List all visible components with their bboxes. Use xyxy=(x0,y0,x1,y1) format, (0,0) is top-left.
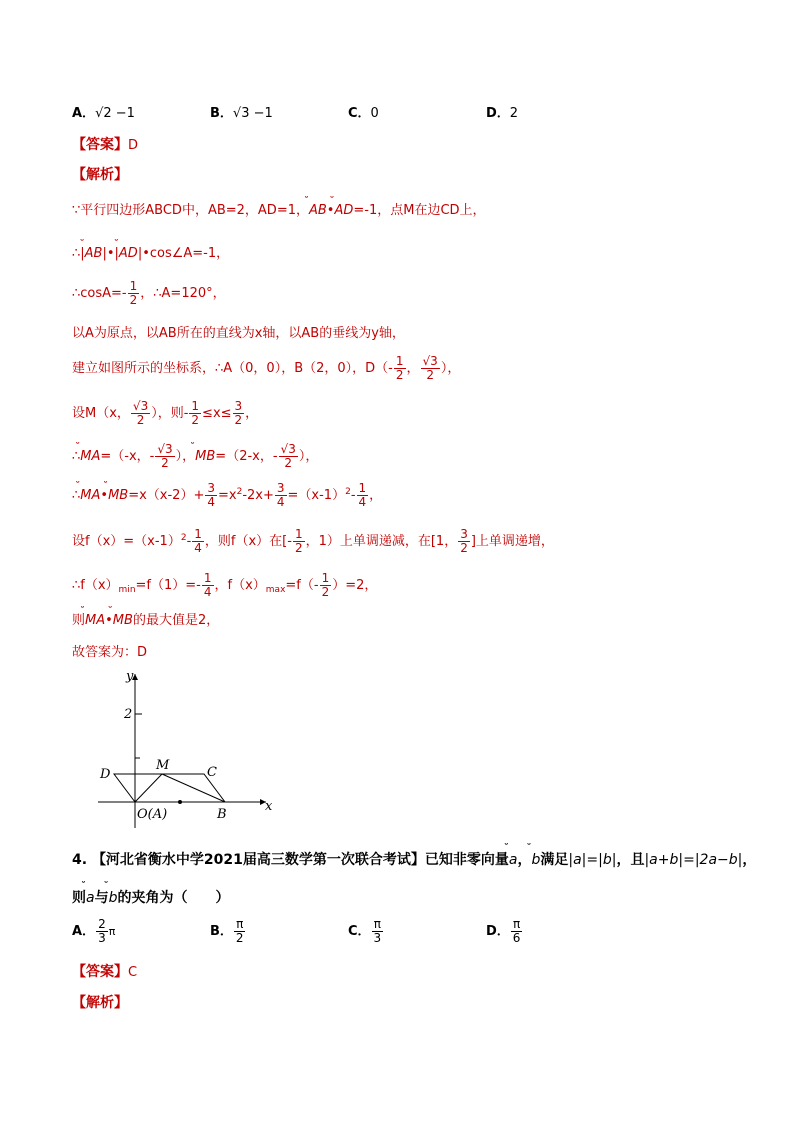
option-label: B． xyxy=(210,106,233,121)
denominator: 4 xyxy=(358,495,367,509)
text: =（-x，- xyxy=(100,449,155,464)
fraction xyxy=(458,528,470,555)
solution-line-10 xyxy=(72,572,377,599)
text: 的夹角为（ ） xyxy=(117,890,230,906)
tick-label-2: 2 xyxy=(124,707,133,722)
question-source: 【河北省衡水中学2021届高三数学第一次联合考试】 xyxy=(91,852,425,868)
q4-stem-line-1 xyxy=(72,849,756,869)
q4-answer xyxy=(72,961,137,981)
solution-line-12: 故答案为：D xyxy=(72,645,148,660)
text: ）=2， xyxy=(332,578,378,593)
text: ，1）上单调递减，在[1， xyxy=(305,534,458,549)
fraction xyxy=(192,528,204,555)
text: ， xyxy=(517,852,532,868)
numerator: √3 xyxy=(422,354,438,368)
text: 则 xyxy=(72,890,86,906)
numerator: √3 xyxy=(132,399,149,413)
pi-suffix: π xyxy=(108,925,116,938)
denominator: 3 xyxy=(373,931,382,945)
y-label: y xyxy=(126,669,134,684)
numerator: π xyxy=(236,917,244,931)
text: =-1，点M在边CD上， xyxy=(353,203,486,218)
solution-line-9 xyxy=(72,528,554,555)
fraction xyxy=(320,572,332,599)
text: =（2-x，- xyxy=(215,449,278,464)
numerator: 1 xyxy=(358,481,367,495)
denominator: 2 xyxy=(294,541,303,555)
option-value: √3 −1 xyxy=(232,106,273,121)
fraction xyxy=(189,400,201,427)
vector-mb: ̆̆ MB xyxy=(195,448,215,466)
fraction xyxy=(205,482,217,509)
option-label: C． xyxy=(348,106,371,121)
vector-ab: ̆̆ AB xyxy=(309,202,327,220)
text: ， xyxy=(245,406,259,421)
vector-ma: ̆̆ MA xyxy=(80,487,100,505)
text: 则 xyxy=(72,613,86,628)
q3-analysis-label: 【解析】 xyxy=(72,167,128,183)
vector-mb: ̆̆ MB xyxy=(113,612,133,630)
text: ，∴A=120°， xyxy=(140,286,226,301)
text: ∴f（x） xyxy=(72,578,119,593)
denominator: 2 xyxy=(460,541,468,555)
label-m: M xyxy=(156,758,170,773)
fraction xyxy=(394,355,406,382)
numerator: 1 xyxy=(194,527,202,541)
answer-label: 【答案】 xyxy=(72,137,128,153)
vector-b: ̆̆ b xyxy=(109,890,118,906)
numerator: 3 xyxy=(276,481,285,495)
dot: • xyxy=(105,613,113,628)
text: ∵平行四边形ABCD中，AB=2，AD=1， xyxy=(72,203,309,218)
label-c: C xyxy=(207,765,217,780)
numerator: π xyxy=(513,917,521,931)
q4-analysis-label: 【解析】 xyxy=(72,995,128,1011)
text: 与 xyxy=(94,890,109,906)
option-label: C． xyxy=(348,924,371,939)
text: ， xyxy=(406,361,420,376)
fraction xyxy=(155,443,174,470)
numerator: 1 xyxy=(129,279,138,293)
text: 设M（x， xyxy=(72,406,130,421)
q3-option-a xyxy=(72,102,135,121)
text: ，f（x） xyxy=(214,578,266,593)
text: ∴| xyxy=(72,246,85,261)
text: ，且 xyxy=(616,852,645,868)
option-label: A． xyxy=(72,106,96,121)
solution-line-5 xyxy=(72,355,460,382)
text: ）， xyxy=(440,361,461,376)
solution-line-1 xyxy=(72,202,486,220)
option-value: √2 −1 xyxy=(95,106,135,121)
option-label: A． xyxy=(72,924,96,939)
vector-ab: ̆̆ AB xyxy=(85,245,103,263)
q3-option-d xyxy=(486,102,518,121)
denominator: 4 xyxy=(207,495,215,509)
numerator: 1 xyxy=(321,571,330,585)
question-number: 4. xyxy=(72,852,88,868)
text: - xyxy=(186,534,192,549)
fraction xyxy=(279,443,298,470)
answer-label: 【答案】 xyxy=(72,964,128,980)
denominator: 4 xyxy=(276,495,285,509)
solution-line-11 xyxy=(72,612,219,630)
q4-stem-line-2 xyxy=(72,887,229,907)
text: ]上单调递增， xyxy=(470,534,554,549)
subscript: min xyxy=(118,585,136,595)
vector-ma: ̆̆ MA xyxy=(85,612,105,630)
numerator: 3 xyxy=(207,481,215,495)
label-b: B xyxy=(217,807,227,822)
numerator: 3 xyxy=(460,527,468,541)
fraction xyxy=(233,400,245,427)
vector-b: ̆̆ b xyxy=(532,852,541,868)
q4-option-a xyxy=(72,918,115,945)
fraction xyxy=(293,528,305,555)
fraction xyxy=(131,400,150,427)
fraction xyxy=(234,918,246,945)
solution-line-8 xyxy=(72,482,382,509)
fraction xyxy=(275,482,287,509)
q4-option-d xyxy=(486,918,523,945)
text: =x xyxy=(217,488,237,503)
superscript: 2 xyxy=(180,533,187,543)
numerator: 1 xyxy=(203,571,212,585)
denominator: 3 xyxy=(98,931,106,945)
denominator: 2 xyxy=(235,931,244,945)
numerator: √3 xyxy=(280,442,296,456)
denominator: 6 xyxy=(512,931,521,945)
fraction xyxy=(128,280,140,307)
denominator: 2 xyxy=(321,585,330,599)
denominator: 2 xyxy=(284,456,292,470)
superscript: 2 xyxy=(345,487,351,497)
fraction xyxy=(357,482,369,509)
text: =f（1）=- xyxy=(135,578,201,593)
segment-am xyxy=(135,774,162,802)
answer-value: D xyxy=(128,138,139,153)
fraction xyxy=(372,918,384,945)
option-label: B． xyxy=(210,924,233,939)
numerator: 1 xyxy=(395,354,404,368)
numerator: 2 xyxy=(98,917,106,931)
q3-option-b xyxy=(210,102,273,121)
solution-line-4: 以A为原点，以AB所在的直线为x轴，以AB的垂线为y轴， xyxy=(72,326,405,341)
denominator: 2 xyxy=(234,413,243,427)
numerator: 1 xyxy=(191,399,200,413)
text: ），则- xyxy=(151,406,189,421)
coordinate-figure xyxy=(90,668,280,828)
fraction xyxy=(511,918,523,945)
point-marker xyxy=(178,800,182,804)
text: ≤x≤ xyxy=(202,406,232,421)
option-value: 2 xyxy=(509,106,519,121)
label-o-a: O(A) xyxy=(137,807,168,822)
text: ∴cosA=- xyxy=(72,286,127,301)
q3-answer xyxy=(72,134,138,154)
text: - xyxy=(350,488,356,503)
denominator: 2 xyxy=(129,293,138,307)
vector-a: ̆̆ a xyxy=(509,852,518,868)
denominator: 4 xyxy=(194,541,202,555)
text: ∴ xyxy=(72,449,81,464)
dot: • xyxy=(326,203,335,218)
vector-ad: ̆̆ AD xyxy=(119,245,138,263)
denominator: 2 xyxy=(426,368,434,382)
text: 的最大值是2， xyxy=(132,613,220,628)
solution-line-6 xyxy=(72,400,258,427)
text: =x（x-2）+ xyxy=(128,488,205,503)
option-value: 0 xyxy=(370,106,379,121)
denominator: 2 xyxy=(395,368,404,382)
text: 建立如图所示的坐标系，∴A（0，0），B（2，0），D（- xyxy=(72,361,393,376)
q3-option-c xyxy=(348,102,379,121)
text: =（x-1） xyxy=(287,488,346,503)
text: -2x+ xyxy=(242,488,274,503)
q4-option-b xyxy=(210,918,247,945)
text: |•| xyxy=(102,246,119,261)
numerator: π xyxy=(373,917,381,931)
fraction xyxy=(96,918,108,945)
solution-line-7 xyxy=(72,443,318,470)
subscript: max xyxy=(265,585,286,595)
numerator: 3 xyxy=(234,399,243,413)
q4-option-c xyxy=(348,918,384,945)
text: 已知非零向量 xyxy=(424,852,509,868)
text: ）， xyxy=(175,449,196,464)
option-label: D． xyxy=(486,106,510,121)
fraction xyxy=(202,572,214,599)
text: 设f（x）=（x-1） xyxy=(72,534,181,549)
text: =f（- xyxy=(285,578,319,593)
condition-equal-norm: |a|=|b| xyxy=(568,852,617,868)
text: |•cos∠A=-1， xyxy=(137,246,230,261)
denominator: 2 xyxy=(136,413,145,427)
vector-a: ̆̆ a xyxy=(86,890,95,906)
text: 满足 xyxy=(540,852,569,868)
solution-line-3 xyxy=(72,280,226,307)
text: ， xyxy=(742,852,757,868)
text: ）， xyxy=(298,449,319,464)
condition-sum-diff: |a+b|=|2a−b| xyxy=(644,852,743,868)
option-label: D． xyxy=(486,924,510,939)
text: ， xyxy=(369,488,383,503)
denominator: 2 xyxy=(161,456,169,470)
denominator: 2 xyxy=(191,413,200,427)
answer-value: C xyxy=(128,965,138,980)
dot: • xyxy=(100,488,109,503)
text: ∴ xyxy=(72,488,81,503)
numerator: 1 xyxy=(294,527,303,541)
numerator: √3 xyxy=(157,442,173,456)
text: ，则f（x）在[- xyxy=(204,534,292,549)
vector-ma: ̆̆ MA xyxy=(80,448,100,466)
vector-ad: ̆̆ AD xyxy=(334,202,353,220)
label-d: D xyxy=(100,767,111,782)
solution-line-2 xyxy=(72,245,229,263)
superscript: 2 xyxy=(236,487,243,497)
denominator: 4 xyxy=(203,585,212,599)
x-label: x xyxy=(265,799,273,814)
fraction xyxy=(421,355,440,382)
vector-mb: ̆̆ MB xyxy=(108,487,128,505)
